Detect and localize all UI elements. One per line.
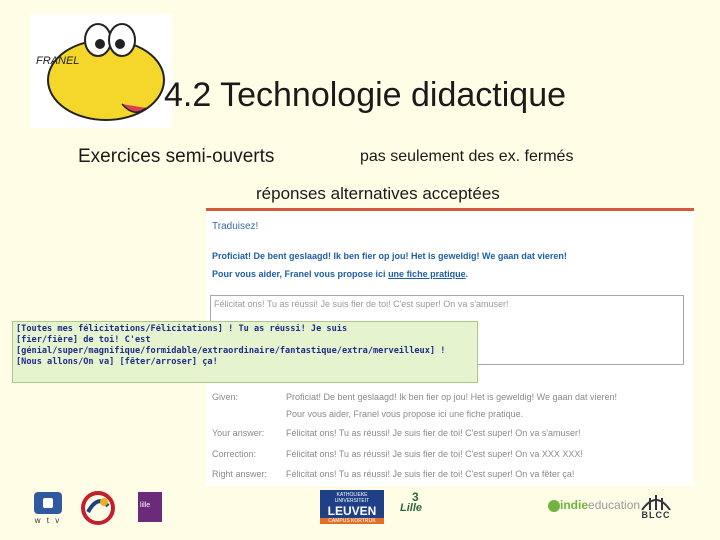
bullet-semi-open: Exercices semi-ouverts	[78, 146, 275, 167]
given-value: Proficiat! De bent geslaagd! Ik ben fier op jou! Het is geweldig! We gaan dat vieren!	[286, 392, 618, 402]
blcc-logo: BLCC	[638, 490, 674, 524]
your-answer-value: Félicitat ons! Tu as réussi! Je suis fier de toi! C'est super! On va s'amuser!	[286, 428, 581, 438]
exercise-heading: Traduisez!	[212, 221, 259, 232]
lille-partner-logo: lille	[138, 492, 162, 522]
answer-text: Félicitat ons! Tu as réussi! Je suis fier de toi! C'est super! On va s'amuser!	[214, 299, 509, 309]
alternative-line: [Toutes mes félicitations/Félicitations] ! Tu as réussi! Je suis	[16, 324, 348, 334]
partner-swirl-logo	[80, 490, 116, 526]
exercise-prompt: Proficiat! De bent geslaagd! Ik ben fier op jou! Het is geweldig! We gaan dat vieren!	[212, 251, 567, 261]
right-answer-value: Félicitat ons! Tu as réussi! Je suis fier de toi! C'est super! On va fêter ça!	[286, 469, 575, 479]
alternatives-overlay	[12, 321, 478, 383]
right-answer-label: Right answer:	[212, 469, 268, 479]
alternative-line: [fier/fière] de toi! C'est	[16, 335, 151, 345]
indie-education-logo: indieeducation	[548, 498, 640, 512]
indie-circle-icon	[548, 500, 560, 512]
franel-logo	[30, 14, 172, 128]
alternative-line: [génial/super/magnifique/formidable/extraordinaire/fantastique/extra/merveilleux] !	[16, 346, 446, 356]
given-label: Given:	[212, 392, 239, 402]
logo-text: FRANEL	[36, 55, 80, 67]
your-answer-label: Your answer:	[212, 428, 265, 438]
slide-title: 4.2 Technologie didactique	[164, 76, 567, 114]
bullet-not-only-closed: pas seulement des ex. fermés	[360, 148, 574, 165]
bullet-alternative-answers: réponses alternatives acceptées	[256, 184, 500, 203]
exercise-help-line: Pour vous aider, Franel vous propose ici une fiche pratique.	[212, 269, 469, 279]
given-help-value: Pour vous aider, Franel vous propose ici une fiche pratique.	[286, 409, 524, 419]
help-sheet-link[interactable]: une fiche pratique	[388, 269, 466, 279]
lille3-logo: 3 Lille	[400, 490, 423, 514]
wtv-icon	[34, 492, 62, 514]
ku-leuven-logo: KATHOLIEKE UNIVERSITEIT LEUVEN CAMPUS KORTRIJK	[320, 490, 384, 520]
blcc-arch-icon	[638, 490, 674, 510]
correction-label: Correction:	[212, 449, 257, 459]
alternative-line: [Nous allons/On va] [fêter/arroser] ça!	[16, 357, 218, 367]
wtv-logo: w t v	[30, 490, 66, 526]
correction-value: Félicitat ons! Tu as réussi! Je suis fier de toi! C'est super! On va XXX XXX!	[286, 449, 583, 459]
